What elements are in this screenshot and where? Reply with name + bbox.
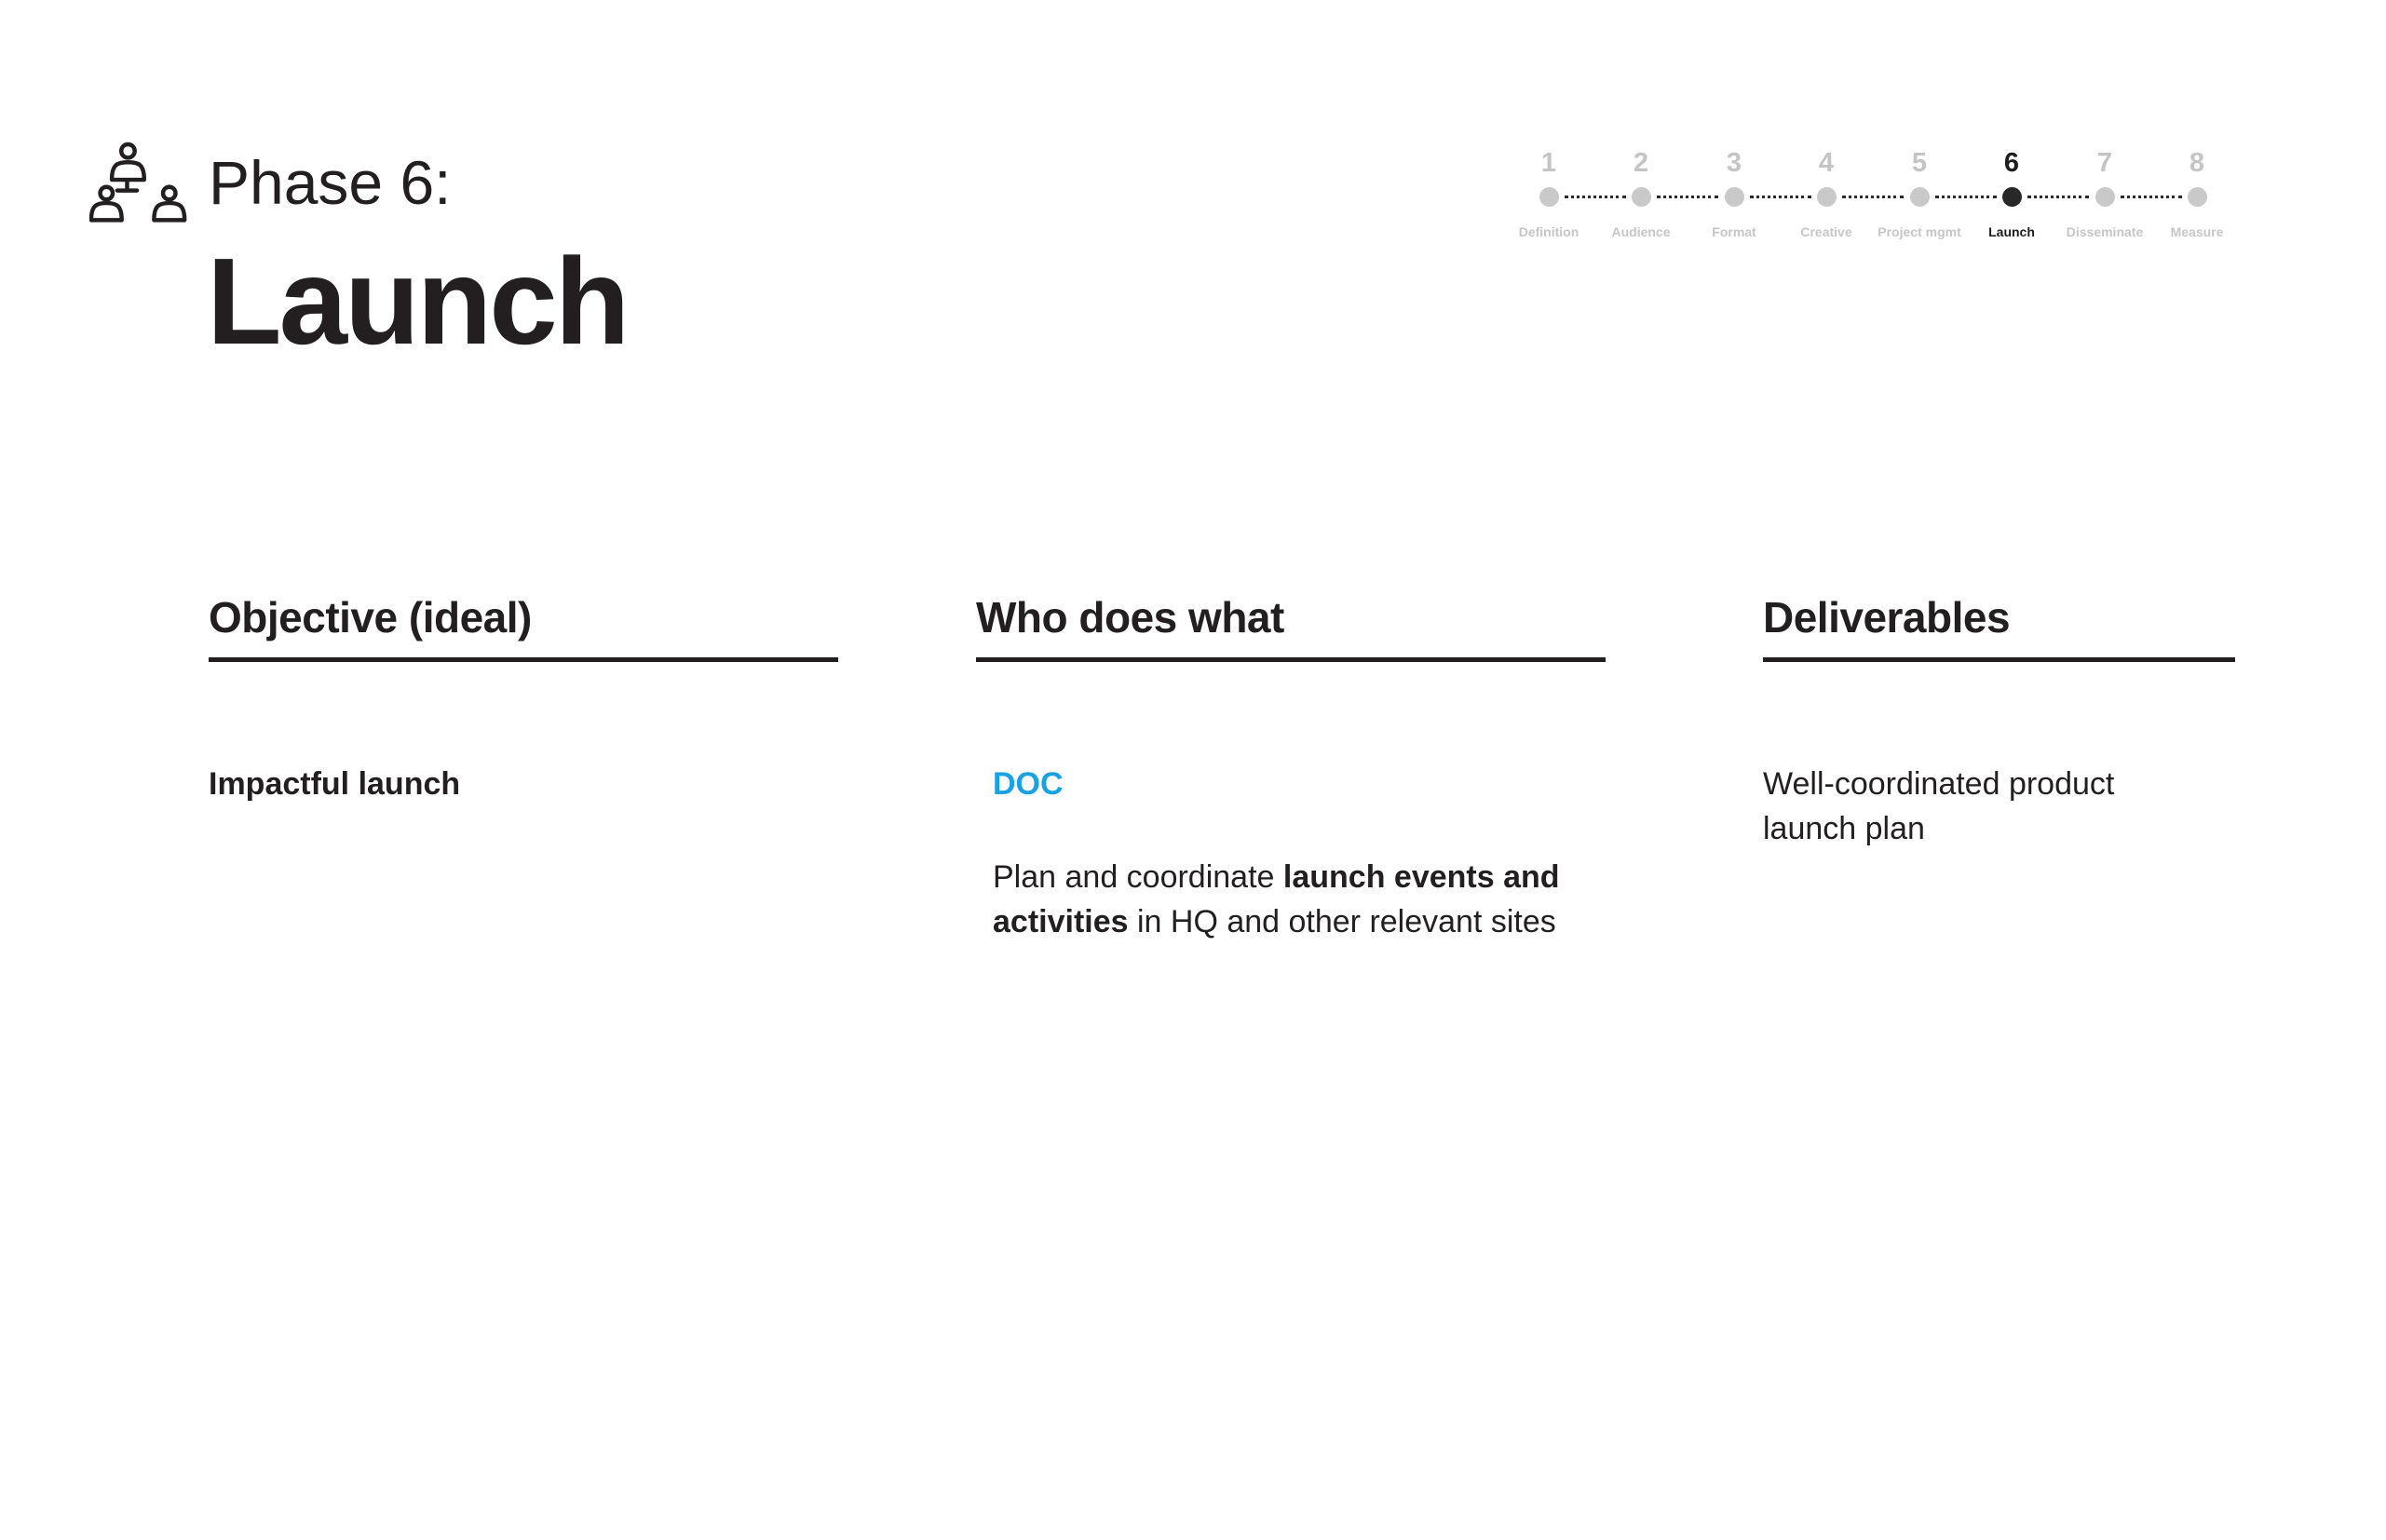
objective-heading: Objective (ideal) bbox=[209, 593, 532, 642]
step-number: 2 bbox=[1633, 148, 1649, 178]
stepper-step-disseminate[interactable] bbox=[2054, 147, 2156, 239]
who-paragraph bbox=[976, 855, 1589, 944]
phase-stepper bbox=[0, 0, 2386, 279]
who-paragraph-post: in HQ and other relevant sites bbox=[1128, 904, 1556, 939]
step-dot bbox=[2095, 187, 2115, 207]
step-dot bbox=[1539, 187, 1559, 207]
step-dot bbox=[1817, 187, 1837, 207]
heading-rule bbox=[1763, 657, 2235, 662]
stepper-step-creative[interactable] bbox=[1775, 147, 1878, 239]
step-label: Project mgmt bbox=[1878, 224, 1961, 239]
column-objective bbox=[209, 593, 838, 806]
stepper-step-project-mgmt[interactable] bbox=[1868, 147, 1971, 239]
step-label: Format bbox=[1712, 224, 1756, 239]
heading-rule bbox=[209, 657, 838, 662]
stepper-step-format[interactable] bbox=[1683, 147, 1785, 239]
column-who-does-what bbox=[976, 593, 1606, 944]
column-deliverables bbox=[1763, 593, 2235, 851]
step-number: 7 bbox=[2096, 148, 2113, 178]
objective-body: Impactful launch bbox=[209, 766, 461, 802]
step-number: 5 bbox=[1911, 148, 1928, 178]
step-number: 6 bbox=[2003, 148, 2020, 178]
page-title: Launch bbox=[207, 233, 628, 370]
step-label: Launch bbox=[1988, 224, 2035, 239]
step-number: 1 bbox=[1540, 148, 1557, 178]
who-paragraph-bold: launch events and activities bbox=[993, 859, 1560, 939]
step-label: Measure bbox=[2170, 224, 2224, 239]
deliverables-heading: Deliverables bbox=[1763, 593, 2011, 642]
who-paragraph-pre: Plan and coordinate bbox=[993, 859, 1283, 895]
step-number: 3 bbox=[1726, 148, 1742, 178]
step-dot bbox=[2188, 187, 2207, 207]
step-dot bbox=[1725, 187, 1744, 207]
step-label: Creative bbox=[1800, 224, 1852, 239]
step-label: Definition bbox=[1518, 224, 1579, 239]
step-label: Disseminate bbox=[2066, 224, 2144, 239]
stepper-step-launch-active[interactable] bbox=[1960, 147, 2063, 239]
step-number: 8 bbox=[2189, 148, 2205, 178]
deliverables-body: Well-coordinated product launch plan bbox=[1763, 766, 2115, 846]
heading-rule bbox=[976, 657, 1606, 662]
step-number: 4 bbox=[1818, 148, 1835, 178]
step-dot bbox=[1632, 187, 1651, 207]
step-dot-active bbox=[2002, 187, 2022, 207]
step-dot bbox=[1910, 187, 1930, 207]
phase-label: Phase 6: bbox=[209, 148, 452, 217]
who-heading: Who does what bbox=[976, 593, 1284, 642]
stepper-step-measure[interactable] bbox=[2146, 147, 2248, 239]
owner-label: DOC bbox=[993, 766, 1064, 802]
stepper-step-definition[interactable] bbox=[1498, 147, 1600, 239]
stepper-step-audience[interactable] bbox=[1590, 147, 1692, 239]
step-label: Audience bbox=[1611, 224, 1671, 239]
